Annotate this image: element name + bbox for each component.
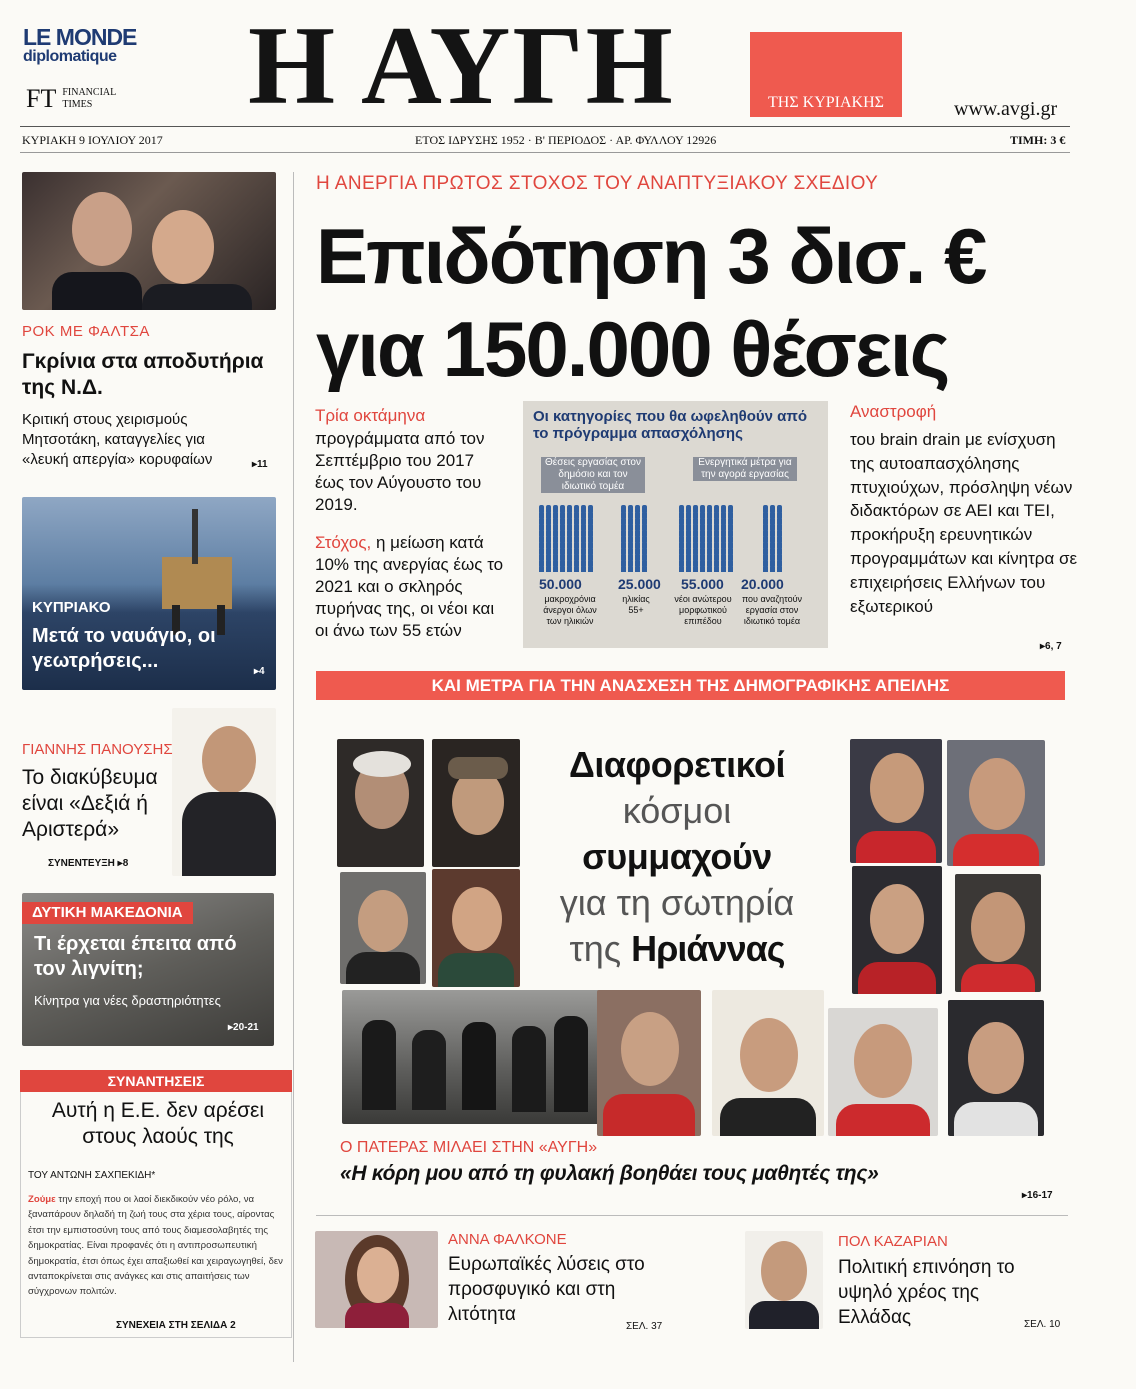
sidebar-5-lead: Ζούμε — [28, 1194, 56, 1205]
face — [971, 892, 1025, 962]
ft-mark: FT — [26, 84, 57, 113]
le-monde-name: LE MONDE — [23, 24, 137, 50]
infographic-value-3: 55.000 — [681, 576, 724, 592]
photo-anna-falcone — [315, 1231, 438, 1328]
lead-col3-text: του brain drain με ενίσχυση της αυτοαπασχόλησης πτυχιούχων, πρόσληψη νέων διδακτόρων σε ΑΕΙ και ΤΕΙ, προκήρυξη ερευνητικών προγραμμάτων και κίνητρα σε επιχειρήσεις Ελλήνων του εξωτερικού — [850, 430, 1078, 616]
person-figure-icon — [642, 565, 647, 572]
sidebar-5-headline[interactable]: Αυτή η Ε.Ε. δεν αρέσει στους λαούς της — [51, 1099, 265, 1148]
person-figure-icon — [777, 565, 782, 572]
sidebar-1-kicker: ΡΟΚ ΜΕ ΦΑΛΤΣΑ — [22, 323, 150, 340]
sidebar-4-kicker-box — [22, 902, 193, 924]
banner: ΚΑΙ ΜΕΤΡΑ ΓΙΑ ΤΗΝ ΑΝΑΣΧΕΣΗ ΤΗΣ ΔΗΜΟΓΡΑΦΙΚΗΣ ΑΠΕΙΛΗΣ — [316, 671, 1065, 700]
photo-paul-kazarian — [745, 1231, 823, 1329]
feature-line-5b: Ηριάννας — [631, 928, 785, 969]
lead-col3-lead: Αναστροφή — [850, 402, 937, 421]
sidebar-2-headline[interactable]: Μετά το ναυάγιο, οι γεωτρήσεις... — [32, 625, 216, 672]
photo-man-headscarf — [432, 739, 520, 867]
jersey — [961, 964, 1035, 992]
column-divider — [293, 172, 294, 1362]
lead-kicker: Η ΑΝΕΡΓΙΑ ΠΡΩΤΟΣ ΣΤΟΧΟΣ ΤΟΥ ΑΝΑΠΤΥΞΙΑΚΟΥ ΣΧΕΔΙΟΥ — [316, 173, 879, 194]
person-figure-icon — [770, 565, 775, 572]
issue-info: ΕΤΟΣ ΙΔΡΥΣΗΣ 1952 · Β' ΠΕΡΙΟΔΟΣ · ΑΡ. ΦΥΛΛΟΥ 12926 — [415, 133, 717, 147]
person-figure-icon — [728, 565, 733, 572]
infographic-value-2: 25.000 — [618, 576, 661, 592]
bottom-rule — [316, 1215, 1068, 1216]
band-member — [462, 1022, 496, 1110]
sidebar-5-kicker: ΣΥΝΑΝΤΗΣΕΙΣ — [20, 1070, 292, 1092]
band-member — [362, 1020, 396, 1110]
face — [854, 1024, 912, 1098]
jersey — [603, 1094, 695, 1136]
photo-band — [342, 990, 600, 1124]
sidebar-3-kicker: ΓΙΑΝΝΗΣ ΠΑΝΟΥΣΗΣ — [22, 741, 173, 758]
bottom-2-kicker: ΠΟΛ ΚΑΖΑΡΙΑΝ — [838, 1233, 948, 1250]
lead-col3-page[interactable]: ▸6, 7 — [1040, 641, 1062, 652]
lead-col1-text: προγράμματα από τον Σεπτέμβριο του 2017 έως τον Αύγουστο του 2019. — [315, 429, 485, 514]
jersey — [836, 1104, 930, 1136]
feature-title-block — [522, 742, 832, 972]
face — [621, 1012, 679, 1086]
face — [357, 1247, 399, 1303]
feature-line-2: κόσμοι — [622, 790, 732, 831]
face — [969, 758, 1025, 830]
dress — [345, 1303, 409, 1328]
le-monde-sub: diplomatique — [23, 48, 117, 65]
infographic-label-3: νέοι ανώτερου μορφωτικού επιπέδου — [674, 594, 732, 626]
infographic-value-4: 20.000 — [741, 576, 784, 592]
feature-line-4: για τη σωτηρία — [559, 882, 795, 923]
photo-man-smiling — [432, 869, 520, 987]
sidebar-5-continued[interactable]: ΣΥΝΕΧΕΙΑ ΣΤΗ ΣΕΛΙΔΑ 2 — [116, 1320, 236, 1331]
bottom-2-headline[interactable]: Πολιτική επινόηση το υψηλό χρέος της Ελλάδας — [838, 1257, 1015, 1328]
infographic-group-1: Θέσεις εργασίας στον δημόσιο και τον ιδιωτικό τομέα — [541, 457, 645, 493]
rig-tower — [192, 509, 198, 564]
person-figure-icon — [763, 565, 768, 572]
person-figure-icon — [721, 565, 726, 572]
person-figure-icon — [588, 565, 593, 572]
person-figure-icon — [628, 565, 633, 572]
infographic-label-4: που αναζητούν εργασία στον ιδιωτικό τομέα — [741, 594, 803, 626]
suit — [182, 792, 276, 876]
ft-name: FINANCIAL TIMES — [62, 87, 116, 110]
hair — [353, 751, 411, 777]
photo-footballer-8 — [948, 1000, 1044, 1136]
face — [202, 726, 256, 794]
sidebar-photo-panousis[interactable] — [172, 708, 276, 876]
feature-page[interactable]: ▸16-17 — [1022, 1190, 1053, 1201]
band-member — [554, 1016, 588, 1112]
infographic-group-2: Ενεργητικά μέτρα για την αγορά εργασίας — [693, 457, 797, 481]
face — [452, 887, 502, 951]
suit — [749, 1301, 819, 1329]
suit — [52, 272, 142, 310]
face — [740, 1018, 798, 1092]
person-figure-icon — [553, 565, 558, 572]
face — [152, 210, 214, 284]
bottom-1-headline[interactable]: Ευρωπαϊκές λύσεις στο προσφυγικό και στη λιτότητα — [448, 1254, 645, 1325]
sidebar-1-body: Κριτική στους χειρισμούς Μητσοτάκη, καταγγελίες για «λευκή απεργία» κορυφαίων — [22, 411, 213, 468]
sidebar-4-kicker: ΔΥΤΙΚΗ ΜΑΚΕΔΟΝΙΑ — [32, 904, 183, 921]
infographic-title: Οι κατηγορίες που θα ωφεληθούν από το πρόγραμμα απασχόλησης — [533, 408, 808, 442]
le-monde-logo — [23, 26, 136, 65]
person-figure-icon — [574, 565, 579, 572]
feature-line-1: Διαφορετικοί — [568, 744, 786, 785]
face — [870, 884, 924, 954]
face — [870, 753, 924, 823]
sidebar-3-headline[interactable]: Το διακύβευμα είναι «Δεξιά ή Αριστερά» — [22, 766, 158, 841]
person-figure-icon — [581, 565, 586, 572]
photo-man-white-hair — [337, 739, 424, 867]
lead-headline-2[interactable]: για 150.000 θέσεις — [316, 305, 949, 393]
photo-footballer-6 — [712, 990, 824, 1136]
person-figure-icon — [621, 565, 626, 572]
feature-line-3: συμμαχούν — [582, 836, 772, 877]
sidebar-photo-politicians[interactable] — [22, 172, 276, 310]
sidebar-4-body: Κίνητρα για νέες δραστηριότητες — [34, 993, 221, 1008]
photo-footballer-2 — [947, 740, 1045, 866]
ft-logo — [26, 84, 120, 114]
jacket — [346, 952, 420, 984]
lead-headline-1[interactable]: Επιδότηση 3 δισ. € — [316, 212, 986, 300]
person-figure-icon — [567, 565, 572, 572]
sidebar-5-body: την εποχή που οι λαοί διεκδικούν νέο ρόλο, να ξαναπάρουν δηλαδή τη ζωή τους στα χέρια τους, αίροντας έτσι την εμπιστοσύνη τους από τους διαμεσολαβητές της δημοκρατίας. Είναι προφανές ότι η αντιπροσωπευτική δημοκρατία, έτσι όπως έχει απαξιωθεί και χειραγωγηθεί, δεν ανταποκρίνεται στις ανάγκες και στις απαιτήσεις των σύγχρονων πολιτών. — [28, 1194, 283, 1298]
person-figure-icon — [679, 565, 684, 572]
date: ΚΥΡΙΑΚΗ 9 ΙΟΥΛΙΟΥ 2017 — [22, 133, 163, 147]
person-figure-icon — [686, 565, 691, 572]
photo-footballer-4 — [955, 874, 1041, 992]
bottom-1-kicker: ΑΝΝΑ ΦΑΛΚΟΝΕ — [448, 1231, 567, 1248]
photo-footballer-3 — [852, 866, 942, 994]
band-member — [512, 1026, 546, 1112]
infographic-label-2: ηλικίας 55+ — [622, 594, 650, 615]
lead-col1-para2 — [315, 532, 511, 642]
band-member — [412, 1030, 446, 1110]
feature-line-5a: της — [569, 928, 622, 969]
jersey — [954, 1102, 1038, 1136]
photo-footballer-1 — [850, 739, 942, 863]
headscarf — [448, 757, 508, 779]
person-figure-icon — [546, 565, 551, 572]
masthead-rule-2 — [20, 152, 1070, 153]
rig-body — [162, 557, 232, 609]
infographic — [523, 401, 828, 648]
face — [72, 192, 132, 266]
sidebar-5-body-wrap — [28, 1192, 286, 1300]
lead-col1-lead: Τρία οκτάμηνα — [315, 406, 426, 425]
person-figure-icon — [700, 565, 705, 572]
suit — [142, 284, 252, 310]
lead-col1-lead2: Στόχος, — [315, 533, 372, 552]
sunday-label: ΤΗΣ ΚΥΡΙΑΚΗΣ — [750, 32, 902, 117]
person-figure-icon — [539, 565, 544, 572]
shirt — [438, 953, 514, 987]
jersey — [856, 831, 936, 863]
jersey — [720, 1098, 816, 1136]
face — [358, 890, 408, 952]
masthead-rule — [20, 126, 1070, 127]
person-figure-icon — [693, 565, 698, 572]
sidebar-1-headline[interactable]: Γκρίνια στα αποδυτήρια της Ν.Δ. — [22, 350, 264, 399]
newspaper-title: Η ΑΥΓΗ — [248, 4, 675, 128]
photo-footballer-7 — [828, 1008, 938, 1136]
website: www.avgi.gr — [954, 98, 1058, 120]
person-figure-icon — [635, 565, 640, 572]
jersey — [953, 834, 1039, 866]
infographic-value-1: 50.000 — [539, 576, 582, 592]
photo-man-glasses — [340, 872, 426, 984]
feature-line-5 — [522, 926, 832, 972]
feature-quote[interactable]: «Η κόρη μου από τη φυλακή βοηθάει τους μαθητές της» — [340, 1162, 879, 1185]
bottom-2-page[interactable]: ΣΕΛ. 10 — [1024, 1319, 1061, 1330]
infographic-label-1: μακροχρόνια άνεργοι όλων των ηλικιών — [543, 594, 597, 626]
face — [761, 1241, 807, 1301]
person-figure-icon — [714, 565, 719, 572]
sidebar-3-page[interactable]: ΣΥΝΕΝΤΕΥΞΗ ▸8 — [48, 858, 129, 869]
jersey — [858, 962, 936, 994]
bottom-1-page[interactable]: ΣΕΛ. 37 — [626, 1321, 663, 1332]
photo-footballer-5 — [597, 990, 701, 1136]
sidebar-2-kicker: ΚΥΠΡΙΑΚΟ — [32, 599, 111, 616]
feature-kicker: Ο ΠΑΤΕΡΑΣ ΜΙΛΑΕΙ ΣΤΗΝ «ΑΥΓΗ» — [340, 1139, 598, 1156]
sidebar-5-author: ΤΟΥ ΑΝΤΩΝΗ ΣΑΧΠΕΚΙΔΗ* — [28, 1170, 156, 1181]
price: ΤΙΜΗ: 3 € — [1010, 133, 1066, 147]
face — [968, 1022, 1024, 1094]
sidebar-2-page[interactable]: ▸4 — [254, 666, 265, 677]
sidebar-4-headline[interactable]: Τι έρχεται έπειτα από τον λιγνίτη; — [34, 933, 237, 980]
lead-col1-text2: η μείωση κατά 10% της ανεργίας έως το 2021 και ο σκληρός πυρήνας της, οι νέοι και οι άνω των 55 ετών — [315, 533, 504, 640]
sidebar-4-page[interactable]: ▸20-21 — [228, 1022, 259, 1033]
sidebar-1-page[interactable]: ▸11 — [252, 459, 268, 470]
person-figure-icon — [560, 565, 565, 572]
person-figure-icon — [707, 565, 712, 572]
